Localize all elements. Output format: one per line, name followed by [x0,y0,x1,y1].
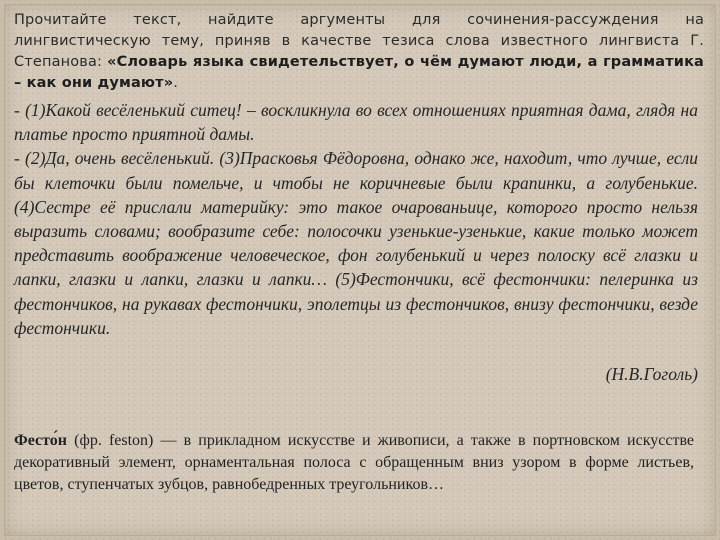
quote-paragraph-1: - (1)Какой весёленький ситец! – воскликнула во всех отношениях приятная дама, глядя на платье просто приятной дамы. [14,100,698,145]
task-intro: Прочитайте текст, найдите аргументы для сочинения-рассуждения на лингвистическую тему, приняв в качестве тезиса слова известного лингвиста Г. Степанова: [14,12,704,70]
literary-quote [14,98,698,340]
quote-author: (Н.В.Гоголь) [605,364,698,384]
definition [14,430,694,496]
task-instructions [14,10,704,94]
task-thesis: «Словарь языка свидетельствует, о чём думают люди, а грамматика – как они думают» [14,54,704,91]
task-end: . [173,75,178,91]
definition-text: (фр. feston) — в прикладном искусстве и живописи, а также в портновском искусстве декоративный элемент, орнаментальная полоса с обращенным вниз узором в форме листьев, цветов, ступенчатых зубцов, равнобедренных треугольников… [14,432,694,493]
quote-paragraph-2: - (2)Да, очень весёленький. (3)Прасковья Фёдоровна, однако же, находит, что лучше, если бы клеточки были помельче, и чтобы не коричневые были крапинки, а голубенькие. (4)Сестре её прислали материйку: это такое очарованьице, которого просто нельзя выразить словами; вообразите себе: полосочки узенькие-узенькие, какие только может представить воображение человеческое, фон голубенький и через полоску всё глазки и лапки, глазки и лапки, глазки и лапки… (5)Фестончики, всё фестончики: пелеринка из фестончиков, на рукавах фестончики, эполетцы из фестончиков, внизу фестончики, везде фестончики. [14,148,698,338]
definition-term: Фесто́н [14,432,68,449]
